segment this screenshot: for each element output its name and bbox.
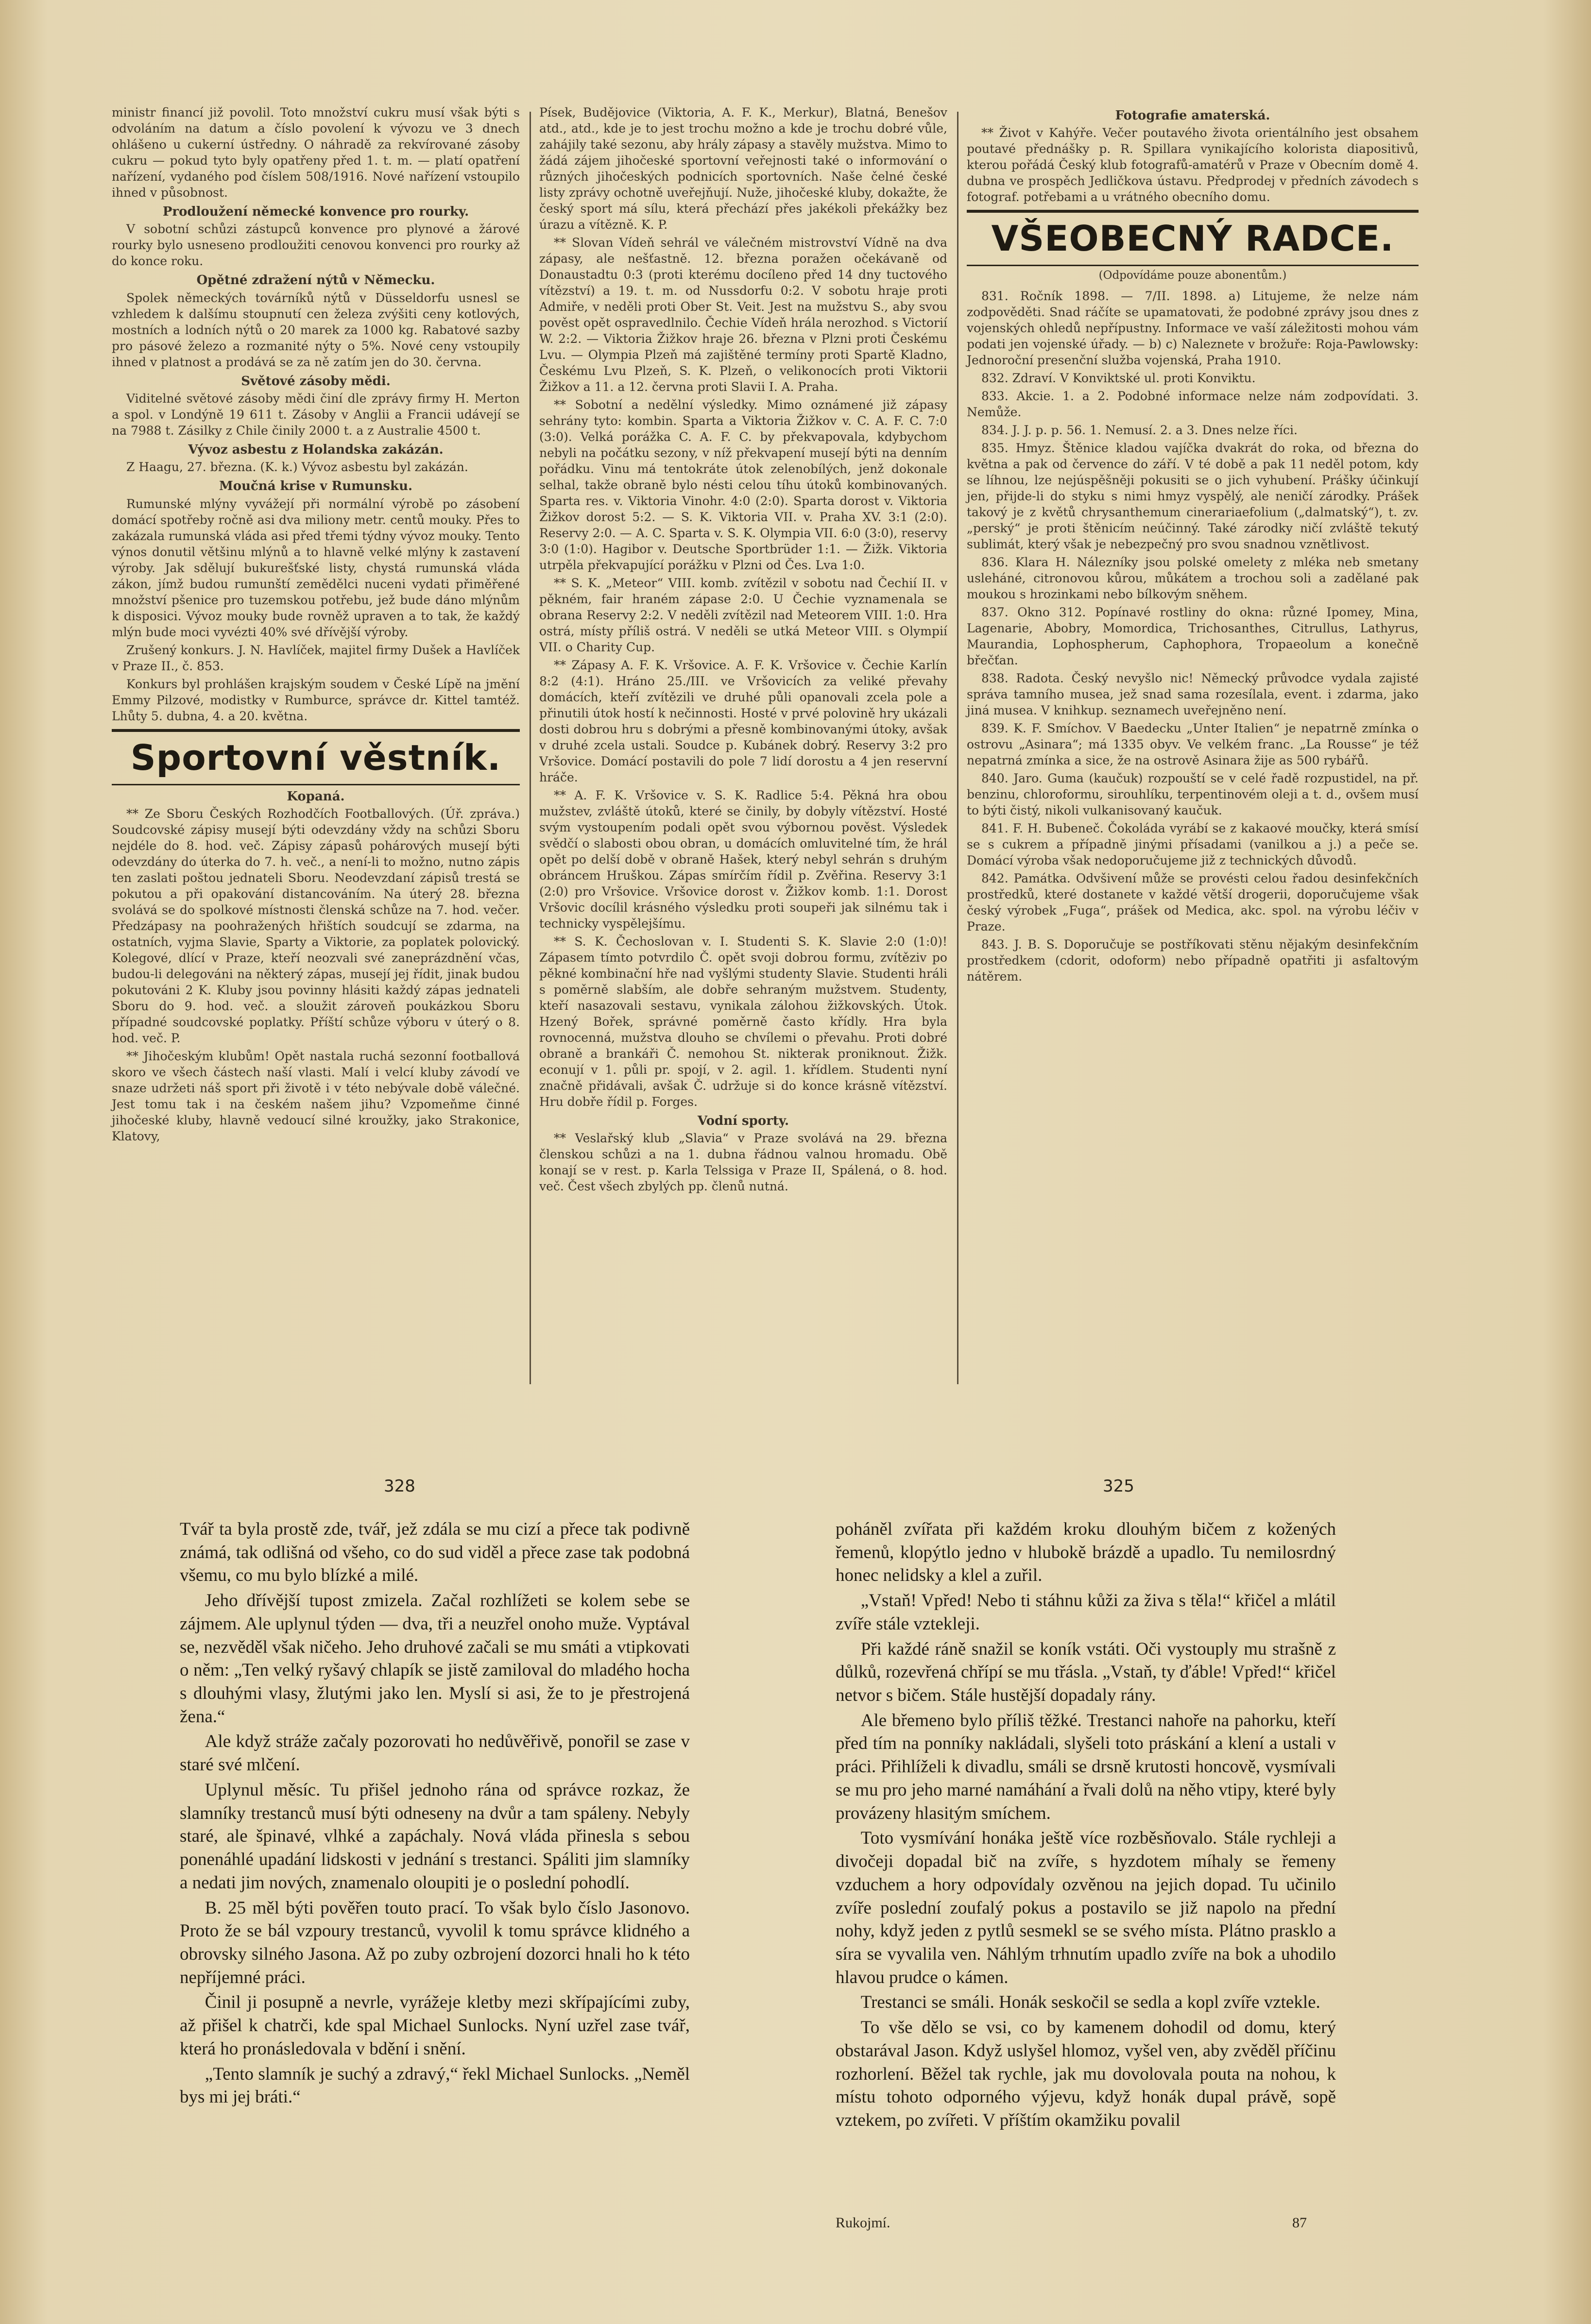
page-number-left: 328 <box>384 1476 415 1496</box>
paragraph: ministr financí již povolil. Toto množství cukru musí však býti s odvoláním na datum a číslo povolení k vývozu ve 3 dnech ohlášeno u cukerní ústředny. O náhradě za rekvírované zásoby cukru — pokud tyto byly opatřeny před 1. t. m. — platí opatření nařízení, vydaného pod číslem 508/1916. Nové nařízení vstoupilo ihned v působnost. <box>112 105 520 200</box>
paragraph: 839. K. F. Smíchov. V Baedecku „Unter Italien“ je nepatrně zmínka o ostrovu „Asinara“; má 1335 obyv. Ve velkém franc. „La Rousse“ je též nepatrná zmínka a sice, že na ostrově Asinara žije as 500 rybářů. <box>967 721 1419 767</box>
paragraph: Zrušený konkurs. J. N. Havlíček, majitel firmy Dušek a Havlíček v Praze II., č. 853. <box>112 643 520 673</box>
heading: Moučná krise v Rumunsku. <box>219 479 413 494</box>
column-sports <box>539 104 947 1196</box>
heading: Vývoz asbestu z Holandska zakázán. <box>188 442 444 457</box>
paragraph: ** Jihočeským klubům! Opět nastala ruchá sezonní footballová skoro ve všech částech naší vlasti. Malí i velcí kluby závodí ve snaze udržeti náš sport při životě i v této nebývale době válečné. Jest tomu tak i na českém našem jihu? Vzpomeňme činné jihočeské kluby, hlavně vedoucí silné kroužky, jako Strakonice, Klatovy, <box>112 1049 520 1143</box>
paragraph: 838. Radota. Český nevyšlo nic! Německý průvodce vydala zajisté správa tamního musea, jež snad sama rozesílala, event. i zdarma, jako jiná musea. V knihkup. seznamech uveřejněno není. <box>967 671 1419 717</box>
paragraph: 834. J. J. p. p. 56. 1. Nemusí. 2. a 3. Dnes nelze říci. <box>981 423 1298 437</box>
paragraph: Jeho dřívější tupost zmizela. Začal rozhlížeti se kolem sebe se zájmem. Ale uplynul týden — dva, tři a neuzřel onoho muže. Vyptával se, nezvěděl však ničeho. Jeho druhové začali se mu smáti a vtipkovati o něm: „Ten velký ryšavý chlapík se jistě zamiloval do mladého hocha s dlouhými vlasy, žlutými jako len. Myslí si asi, že to je přestrojená žena.“ <box>180 1591 690 1727</box>
paragraph: V sobotní schůzi zástupců konvence pro plynové a žárové rourky bylo usneseno prodloužiti cenovou konvenci pro rourky až do konce roku. <box>112 222 520 269</box>
paragraph: Viditelné světové zásoby mědi činí dle zprávy firmy H. Merton a spol. v Londýně 19 611 t. Zásoby v Anglii a Francii udávejí se na 7988 t. Zásilky z Chile činily 2000 t. a z Australie 4500 t. <box>112 391 520 438</box>
column-divider <box>530 112 531 1384</box>
paragraph: 835. Hmyz. Štěnice kladou vajíčka dvakrát do roka, od března do května a pak od července do září. V té době a pak 11 neděl potom, kdy se líhnou, lze nejúspěšněji pokusiti se o jich vyhubení. Prášky účinkují jen, přijde-li do styku s nimi hmyz vyspělý, ale neničí zárodky. Prášek takový je z květů chrysanthemum cinerariaefolium („dalmatský“), t. zv. „perský“ je proti štěnicím neúčinný. Také zárodky ničí zvláště tekutý sublimát, který však je nebezpečný pro svou snadnou vznětlivost. <box>967 441 1419 551</box>
paragraph: 836. Klara H. Nálezníky jsou polské omelety z mléka neb smetany usleháné, citronovou kůrou, můkátem a trochou soli a zadělané pak moukou s hrozinkami nebo bílkovým sněhem. <box>967 555 1419 601</box>
heading: Prodloužení německé konvence pro rourky. <box>162 204 469 219</box>
story-right-page <box>836 1518 1336 2134</box>
paragraph: „Tento slamník je suchý a zdravý,“ řekl Michael Sunlocks. „Neměl bys mi jej bráti.“ <box>180 2064 690 2107</box>
paragraph: ** S. K. Čechoslovan v. I. Studenti S. K. Slavie 2:0 (1:0)! Zápasem tímto potvrdilo Č. opět svoji dobrou formu, zvítěziv po pěkné kombinační hře nad vyšlými studenty Slavie. Studenti hráli s poměrně slabším, ale dobře sehraným mužstvem. Studenty, kteří nasazovali sestavu, vynikala zálohou žižkovských. Útok. Hzený Bořek, správné poměrně často křídly. Hra byla rovnocenná, mužstva dlouho se chvílemi o převahu. Proti dobré obraně a brankáři Č. nemohou St. nikterak proniknout. Žižk. econují v 1. půli pr. spojí, v 2. agil. 1. křídlem. Studenti nyní značně přidávali, avšak Č. udržuje si do konce krásně vítězství. Hru dobře řídil p. Forges. <box>539 934 947 1109</box>
heading: Světové zásoby mědi. <box>241 373 391 389</box>
section-title: VŠEOBECNÝ RADCE. <box>967 210 1419 266</box>
paragraph: „Vstaň! Vpřed! Nebo ti stáhnu kůži za živa s těla!“ křičel a mlátil zvíře stále vztekleji. <box>836 1591 1336 1634</box>
paragraph: ** Veslařský klub „Slavia“ v Praze svolává na 29. března členskou schůzi a na 1. dubna řádnou valnou hromadu. Obě konají se v rest. p. Karla Telssiga v Praze II, Spálená, o 8. hod. več. Čest všech zbylých pp. členů nutná. <box>539 1131 947 1194</box>
paragraph: Trestanci se smáli. Honák seskočil se sedla a kopl zvíře vztekle. <box>860 1992 1320 2013</box>
heading: Vodní sporty. <box>697 1114 789 1128</box>
story-left-page <box>180 1518 690 2111</box>
footer-label: Rukojmí. <box>836 2215 890 2231</box>
paragraph: To vše dělo se vsi, co by kamenem dohodil od domu, který obstarával Jason. Když uslyšel hlomoz, vyšel ven, aby zvěděl příčinu rozhorlení. Běžel tak rychle, jak mu dovolovala pouta na nohou, k místu tohoto odporného výjevu, když honák dupal právě, sopě vztekem, po zvířeti. V příštím okamžiku povalil <box>836 2018 1336 2130</box>
paragraph: 831. Ročník 1898. — 7/II. 1898. a) Litujeme, že nelze nám zodpověděti. Snad ráčíte se upamatovati, že podobné zprávy jsou dnes z vojenských ohledů nepřípustny. Informace ve vaší záležitosti mohou vám podati jen vojenské úřady. — b) c) Naleznete v brožuře: Roja-Pawlowsky: Jednoroční presenční služba vojenská, Praha 1910. <box>967 288 1419 367</box>
paragraph: 837. Okno 312. Popínavé rostliny do okna: různé Ipomey, Mina, Lagenarie, Abobry, Momordica, Trichosanthes, Citrullus, Lathyrus, Maurandia, Lophospherum, Caphophora, Tropaeolum a konečně břečťan. <box>967 605 1419 667</box>
paragraph: 841. F. H. Bubeneč. Čokoláda vyrábí se z kakaové moučky, která smísí se s cukrem a případně jinými přísadami (vanilkou a j.) a peče se. Domácí výroba však nedoporučujeme již z technických důvodů. <box>967 821 1419 867</box>
paragraph: 840. Jaro. Guma (kaučuk) rozpouští se v celé řadě rozpustidel, na př. benzinu, chloroformu, sirouhlíku, terpentinovém oleji a t. d., ovšem musí to býti čistý, nikoli vulkanisovaný kaučuk. <box>967 771 1419 817</box>
paragraph: Z Haagu, 27. března. (K. k.) Vývoz asbestu byl zakázán. <box>126 460 468 475</box>
paragraph: Rumunské mlýny vyvážejí při normální výrobě po zásobení domácí spotřeby ročně asi dva miliony metr. centů mouky. Přes to zakázala rumunská vláda asi před třemi týdny vývoz mouky. Tento výnos donutil většinu mlýnů a to hlavně velké mlýny k zastavení výroby. Jak sdělují bukurešťské listy, chystá rumunská vláda zákon, jímž budou rumunští zemědělci nuceni vydati přiměřené množství pšenice pro tuzemskou potřebu, jež bude dáno mlýnům k disposici. Vývoz mouky bude rovněž upraven a to tak, že každý mlýn bude moci vyvézti 40% své dřívější výroby. <box>112 496 520 639</box>
paragraph: 833. Akcie. 1. a 2. Podobné informace nelze nám zodpovídati. 3. Nemůže. <box>967 389 1419 419</box>
paragraph: Spolek německých továrníků nýtů v Düsseldorfu usnesl se vzhledem k dalšímu stoupnutí cen železa zvýšiti ceny kotlových, mostních a lodních nýtů o 20 marek za 1000 kg. Rabatové sazby pro pásové železo a rozmanité nýty o 5%. Nové ceny vstoupily ihned v platnost a prodává se za ně zatím jen do 30. června. <box>112 290 520 369</box>
paragraph: Písek, Budějovice (Viktoria, A. F. K., Merkur), Blatná, Benešov atd., atd., kde je to jest trochu možno a kde je trochu dobré vůle, zahájily také sezonu, aby hrály zápasy a stavěly mužstva. Mimo to žádá zájem jihočeské sportovní veřejnosti také o informování o různých jihočeských podnicích sportovních. Naše čelné české listy zprávy ochotně uveřejňují. Nuže, jihočeské kluby, dokažte, že český sport má sílu, která přechází přes jakékoli překážky bez úrazu a vítězně. K. P. <box>539 105 947 232</box>
column-economy <box>112 104 520 1146</box>
paragraph: poháněl zvířata při každém kroku dlouhým bičem z kožených řemenů, klopýtlo jedno v hlubokě brázdě a upadlo. Tu nemilosrdný honec nelidsky a klel a zuřil. <box>836 1519 1336 1586</box>
subheading: Kopaná. <box>287 789 345 804</box>
note: (Odpovídáme pouze abonentům.) <box>1098 269 1287 282</box>
paragraph: 832. Zdraví. V Konviktské ul. proti Konviktu. <box>981 371 1256 385</box>
paragraph: Konkurs byl prohlášen krajským soudem v České Lípě na jmění Emmy Pilzové, modistky v Rumburce, správce dr. Kittel tamtéž. Lhůty 5. dubna, 4. a 20. května. <box>112 677 520 723</box>
column-advice <box>967 104 1419 986</box>
paragraph: Uplynul měsíc. Tu přišel jednoho rána od správce rozkaz, že slamníky trestanců musí býti odneseny na dvůr a tam spáleny. Nebyly staré, ale špinavé, vlhké a zapáchaly. Nová vláda přinesla s sebou ponenáhlé upadání lidskosti v jednání s trestanci. Spáliti jim slamníky a nedati jim nových, znamenalo oloupiti je o poslední pohodlí. <box>180 1780 690 1893</box>
paragraph: B. 25 měl býti pověřen touto prací. To však bylo číslo Jasonovo. Proto že se bál vzpoury trestanců, vyvolil k tomu správce klidného a obrovsky silného Jasona. Až po zuby ozbrojení dozorci hnali ho k této nepříjemné práci. <box>180 1898 690 1987</box>
paragraph: 843. J. B. S. Doporučuje se postříkovati stěnu nějakým desinfekčním prostředkem (cdorit, odoform) nebo případně opatřiti ji asfaltovým nátěrem. <box>967 937 1419 984</box>
paragraph: ** Ze Sboru Českých Rozhodčích Footballových. (Úř. zpráva.) Soudcovské zápisy musejí býti odevzdány vždy na schůzi Sboru nejdéle do 8. hod. več. Zápisy zápasů pohárových musejí býti odevzdány do úterka do 7. h. več., a není-li to možno, nutno zápis ten zaslati poštou jednateli Sboru. Neodevzdaní zápisů trestá se pokutou a při opakování distancováním. Na úterý 28. března svolává se do spolkové místnosti členská schůze na 7. hod. večer. Předzápasy na poohražených hřištích soudcují se zdarma, na ostatních, vyjma Slavie, Sparty a Viktorie, za poplatek polovický. Kolegové, dlící v Praze, kteří neozvali své zaneprázdnění včas, budou-li delegováni na některý zápas, musejí jej řídit, jinak budou pokutováni 2 K. Kluby jsou povinny hlásiti každý zápas jednateli Sboru do 9. hod. več. a sloužit zároveň poukázkou Sboru případné soudcovské poplatky. Příští schůze výboru v úterý o 8. hod. več. P. <box>112 806 520 1045</box>
column-divider <box>957 112 958 1384</box>
paragraph: ** Sobotní a nedělní výsledky. Mimo oznámené již zápasy sehrány tyto: kombin. Sparta a Viktoria Žižkov v. C. A. F. C. 7:0 (3:0). Velká porážka C. A. F. C. by překvapovala, kdybychom nebyli na počátku sezony, v níž překvapení musejí býti na denním pořádku. Vinu má tentokráte útok zelenobílých, jenž dokonale selhal, takže obraně bylo nésti celou tíhu útoků kombinovaných. Sparta res. v. Viktoria Vinohr. 4:0 (2:0). Sparta dorost v. Viktoria Žižkov dorost 5:2. — S. K. Viktoria VII. v. Praha XV. 3:1 (2:0). Reservy 2:0. — A. C. Sparta v. S. K. Olympia VII. 6:0 (3:0), reservy 3:0 (1:0). Hagibor v. Deutsche Sportbrüder 1:1. — Žižk. Viktoria utrpěla překvapující porážku v Plzni od Čes. Lva 1:0. <box>539 398 947 572</box>
paragraph: Tvář ta byla prostě zde, tvář, jež zdála se mu cizí a přece tak podivně známá, tak odlišná od všeho, co do sud viděl a přece zase tak podobná všemu, co mu bylo blízké a milé. <box>180 1519 690 1586</box>
paragraph: Při každé ráně snažil se koník vstáti. Oči vystouply mu strašně z důlků, rozevřená chřípí se mu třásla. „Vstaň, ty ďáble! Vpřed!“ křičel netvor s bičem. Stále hustější dopadaly rány. <box>836 1639 1336 1706</box>
page-number-right: 325 <box>1103 1476 1134 1496</box>
paragraph: ** A. F. K. Vršovice v. S. K. Radlice 5:4. Pěkná hra obou mužstev, zvláště útoků, které se činily, by dobyly vítězství. Hosté svým vystoupením podali opět svou výbornou pověst. Výsledek svědčí o slabosti obou obran, u domácích omluvitelné tím, že hrál opět po delší době v obraně Hašek, který nebyl sehrán s druhým obráncem Hruškou. Zápas smírčím řídil p. Zvěřina. Reservy 3:1 (2:0) pro Vršovice. Vršovice dorost v. Žižkov komb. 1:1. Dorost Vršovic docílil krásného výsledku proti soupeři jak silnému tak i technicky vyspělejšímu. <box>539 788 947 931</box>
paragraph: 842. Památka. Odvšivení může se provésti celou řadou desinfekčních prostředků, které dostanete v každé větší drogerii, doporučujeme však český výrobek „Fuga“, prášek od Medica, akc. spol. na výrobu léčiv v Praze. <box>967 871 1419 933</box>
paragraph: ** S. K. „Meteor“ VIII. komb. zvítězil v sobotu nad Čechií II. v pěkném, fair hraném zápase 2:0. U Čechie vyznamenala se obrana Reservy 2:2. V neděli zvítězil nad Meteorem VIII. 1:0. Hra ostrá, místy příliš ostrá. V neděli se utká Meteor VIII. s Olympií VII. o Charity Cup. <box>539 576 947 654</box>
paragraph: Činil ji posupně a nevrle, vyrážeje kletby mezi skřípajícími zuby, až přišel k chatrči, kde spal Michael Sunlocks. Nyní uzřel zase tvář, která ho pronásledovala v bdění i snění. <box>180 1992 690 2059</box>
paragraph: ** Život v Kahýře. Večer poutavého života orientálního jest obsahem poutavé přednášky p. R. Spillara vynikajícího kolorista diapositivů, kterou pořádá Český klub fotografů-amatérů v Praze v Obecním domě 4. dubna ve prospěch Jedličkova ústavu. Předprodej v předních závodech s fotograf. potřebami a u vrátného obecního domu. <box>967 126 1419 204</box>
paragraph: Ale když stráže začaly pozorovati ho nedůvěřivě, ponořil se zase v staré své mlčení. <box>180 1731 690 1775</box>
section-title: Sportovní věstník. <box>112 729 520 785</box>
paragraph: Ale břemeno bylo příliš těžké. Trestanci nahoře na pahorku, kteří před tím na ponníky nakládali, slyšeli toto práskání a klení a ustali v práci. Přihlíželi k divadlu, smáli se drsně krutosti honcově, vysmívali se mu pro jeho marné namáhání a řvali dolů na něho vtipy, které byly provázeny hlasitým smíchem. <box>836 1710 1336 1823</box>
paragraph: ** Slovan Vídeň sehrál ve válečném mistrovství Vídně na dva zápasy, ale nešťastně. 12. března poražen očekávaně od Donaustadtu 0:3 (proti kterému docíleno před 14 dny tuctového vítězství) a 19. t. m. od Nussdorfu 0:2. V sobotu hraje proti Admiře, v neděli proti Ober St. Veit. Jest na mužstvu S., aby svou pověst opět ospravedlnilo. Čechie Vídeň hrála nerozhod. s Victorií W. 2:2. — Viktoria Žižkov hraje 26. března v Plzni proti Českému Lvu. — Olympia Plzeň má zajištěné termíny proti Spartě Kladno, Českému Lvu Plzeň, S. K. Plzeň, o velikonocích proti Viktorii Žižkov a 11. a 12. června proti Slavii I. A. Praha. <box>539 236 947 394</box>
heading: Opětné zdražení nýtů v Německu. <box>196 273 435 288</box>
heading: Fotografie amaterská. <box>1115 108 1270 123</box>
footer-page-number: 87 <box>1292 2215 1307 2231</box>
paragraph: Toto vysmívání honáka ještě více rozběsňovalo. Stále rychleji a divočeji dopadal bič na zvíře, s hyzdotem míhaly se řemeny vzduchem a hory odpovídaly ozvěnou na jejich dopad. Tu učinilo zvíře poslední zoufalý pokus a postavilo se již napolo na přední nohy, když jeden z pytlů sesmekl se se svého místa. Plátno prasklo a síra se vyvalila ven. Náhlým trhnutím upadlo zvíře na bok a uhodilo hlavou prudce o kámen. <box>836 1828 1336 1987</box>
paragraph: ** Zápasy A. F. K. Vršovice. A. F. K. Vršovice v. Čechie Karlín 8:2 (4:1). Hráno 25./III. ve Vršovicích za veliké převahy domácích, kteří zvítězili ve druhé půli opanovali zcela pole a přinutili útok hostí k nečinnosti. Hosté v prvé polovině hry ukázali dosti dobrou hru s dobrými a přesně kombinovanými útoky, avšak v druhé zcela ustali. Soudce p. Kubánek dobrý. Reservy 3:2 pro Vršovice. Domácí postavili do pole 7 lidí dorostu a 4 jen reservní hráče. <box>539 658 947 784</box>
